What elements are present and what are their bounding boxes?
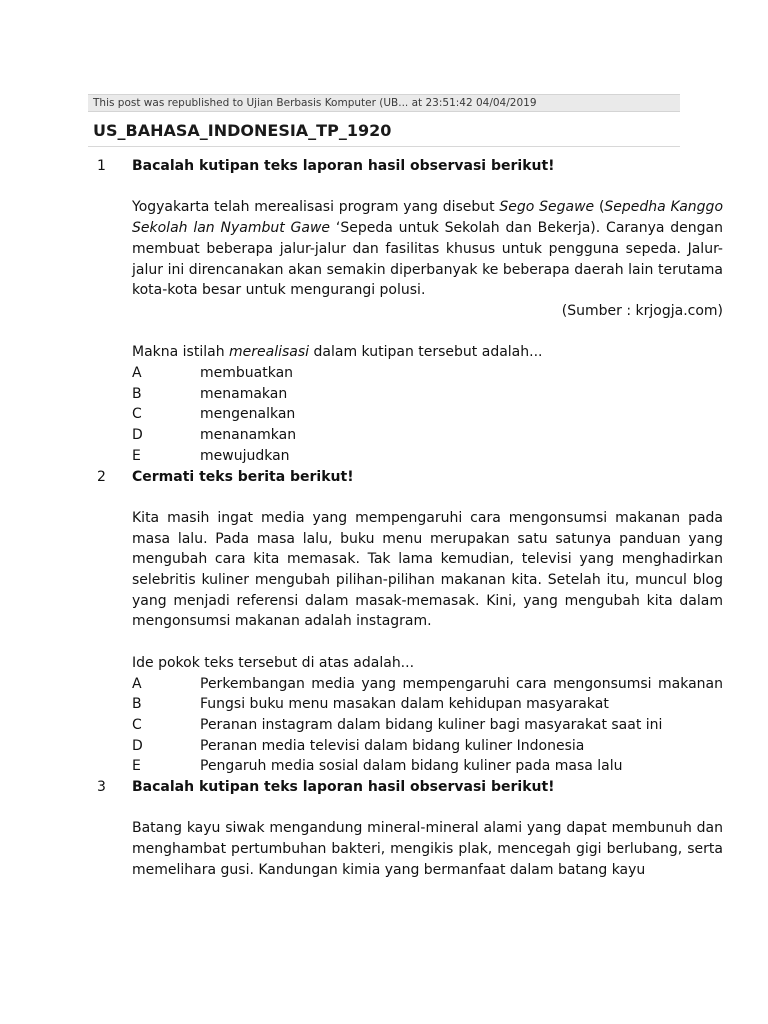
question-1-source: (Sumber : krjogja.com) [561,302,723,319]
question-2-instruction: Cermati teks berita berikut! [132,468,354,485]
question-2-option-a[interactable] [132,674,723,695]
option-text: Peranan instagram dalam bidang kuliner bagi masyarakat saat ini [200,716,663,733]
option-text: menanamkan [200,427,297,444]
question-3-passage: Batang kayu siwak mengandung mineral-mineral alami yang dapat membunuh dan menghambat pertumbuhan bakteri, mengikis plak, mencegah gigi berlubang, serta memelihara gusi. Kandungan kimia yang bermanfaat dalam batang kayu [132,820,723,878]
passage-italic-term: Sepedha Kanggo Sekolah lan Nyambut Gawe [132,199,724,237]
option-letter: D [132,427,143,444]
question-1-option-d[interactable] [132,425,723,446]
question-1-header [97,156,723,177]
title-divider [88,146,680,147]
prompt-text: dalam kutipan tersebut adalah... [309,344,543,361]
passage-text: Yogyakarta telah merealisasi program yang disebut [132,199,500,216]
option-letter: D [132,737,143,754]
option-text: mewujudkan [200,447,290,464]
question-1-number: 1 [97,158,106,174]
republish-prefix: This post was republished to Ujian Berbasis Komputer (UB... at [93,97,426,109]
question-1-passage [132,197,723,301]
question-1-instruction: Bacalah kutipan teks laporan hasil observasi berikut! [132,158,555,174]
passage-italic-term: Sego Segawe [499,199,595,216]
option-letter: E [132,758,141,775]
option-text: Fungsi buku menu masakan dalam kehidupan masyarakat [200,696,609,713]
prompt-text: Makna istilah [132,344,230,361]
option-text: Peranan media televisi dalam bidang kuliner Indonesia [200,737,585,754]
question-2-option-d[interactable] [132,736,723,757]
question-2-option-b[interactable] [132,694,723,715]
question-2-passage: Kita masih ingat media yang mempengaruhi cara mengonsumsi makanan pada masa lalu. Pada masa lalu, buku menu merupakan satu satunya panduan yang mengubah cara kita memasak. Tak lama kemudian, televisi yang menghadirkan selebritis kuliner mengubah pilihan-pilihan makanan kita. Setelah itu, muncul blog yang menjadi referensi dalam masak-memasak. Kini, yang mengubah kita dalam mengonsumsi makanan adalah instagram. [132,509,723,630]
option-text: membuatkan [200,365,294,381]
option-letter: B [132,385,142,402]
question-3-number: 3 [97,779,106,796]
prompt-term: merealisasi [229,344,310,361]
option-letter: A [132,365,142,381]
question-1-option-a[interactable] [132,363,723,384]
question-1-option-e[interactable] [132,446,723,467]
option-letter: C [132,716,142,733]
option-text: mengenalkan [200,406,296,423]
option-letter: E [132,447,141,464]
document-content [97,156,723,881]
option-text: Perkembangan media yang mempengaruhi cara mengonsumsi makanan [200,675,723,692]
question-2-prompt: Ide pokok teks tersebut di atas adalah... [132,654,415,671]
option-text: Pengaruh media sosial dalam bidang kuliner pada masa lalu [200,758,623,775]
passage-text: ( [594,199,605,216]
question-1-prompt [132,342,723,363]
question-1-option-c[interactable] [132,404,723,425]
question-2-option-c[interactable] [132,715,723,736]
question-1-option-b[interactable] [132,384,723,405]
question-2-header [97,467,723,488]
option-letter: A [132,675,142,692]
question-2-number: 2 [97,468,106,485]
question-2-option-e[interactable] [132,756,723,777]
passage-text: ‘Sepeda untuk Sekolah dan Bekerja). Caranya dengan membuat beberapa jalur-jalur dan fasilitas khusus untuk pengguna sepeda. Jalur-jalur ini direncanakan akan semakin diperbanyak ke beberapa daerah lain terutama kota-kota besar untuk mengurangi polusi. [132,220,724,299]
option-letter: C [132,406,142,423]
republish-notice [88,94,680,112]
option-letter: B [132,696,142,713]
question-3-instruction: Bacalah kutipan teks laporan hasil observasi berikut! [132,779,555,796]
question-3-header [97,777,723,798]
document-title: US_BAHASA_INDONESIA_TP_1920 [93,121,392,140]
republish-time: 23:51:42 04/04/2019 [425,97,537,109]
option-text: menamakan [200,385,288,402]
